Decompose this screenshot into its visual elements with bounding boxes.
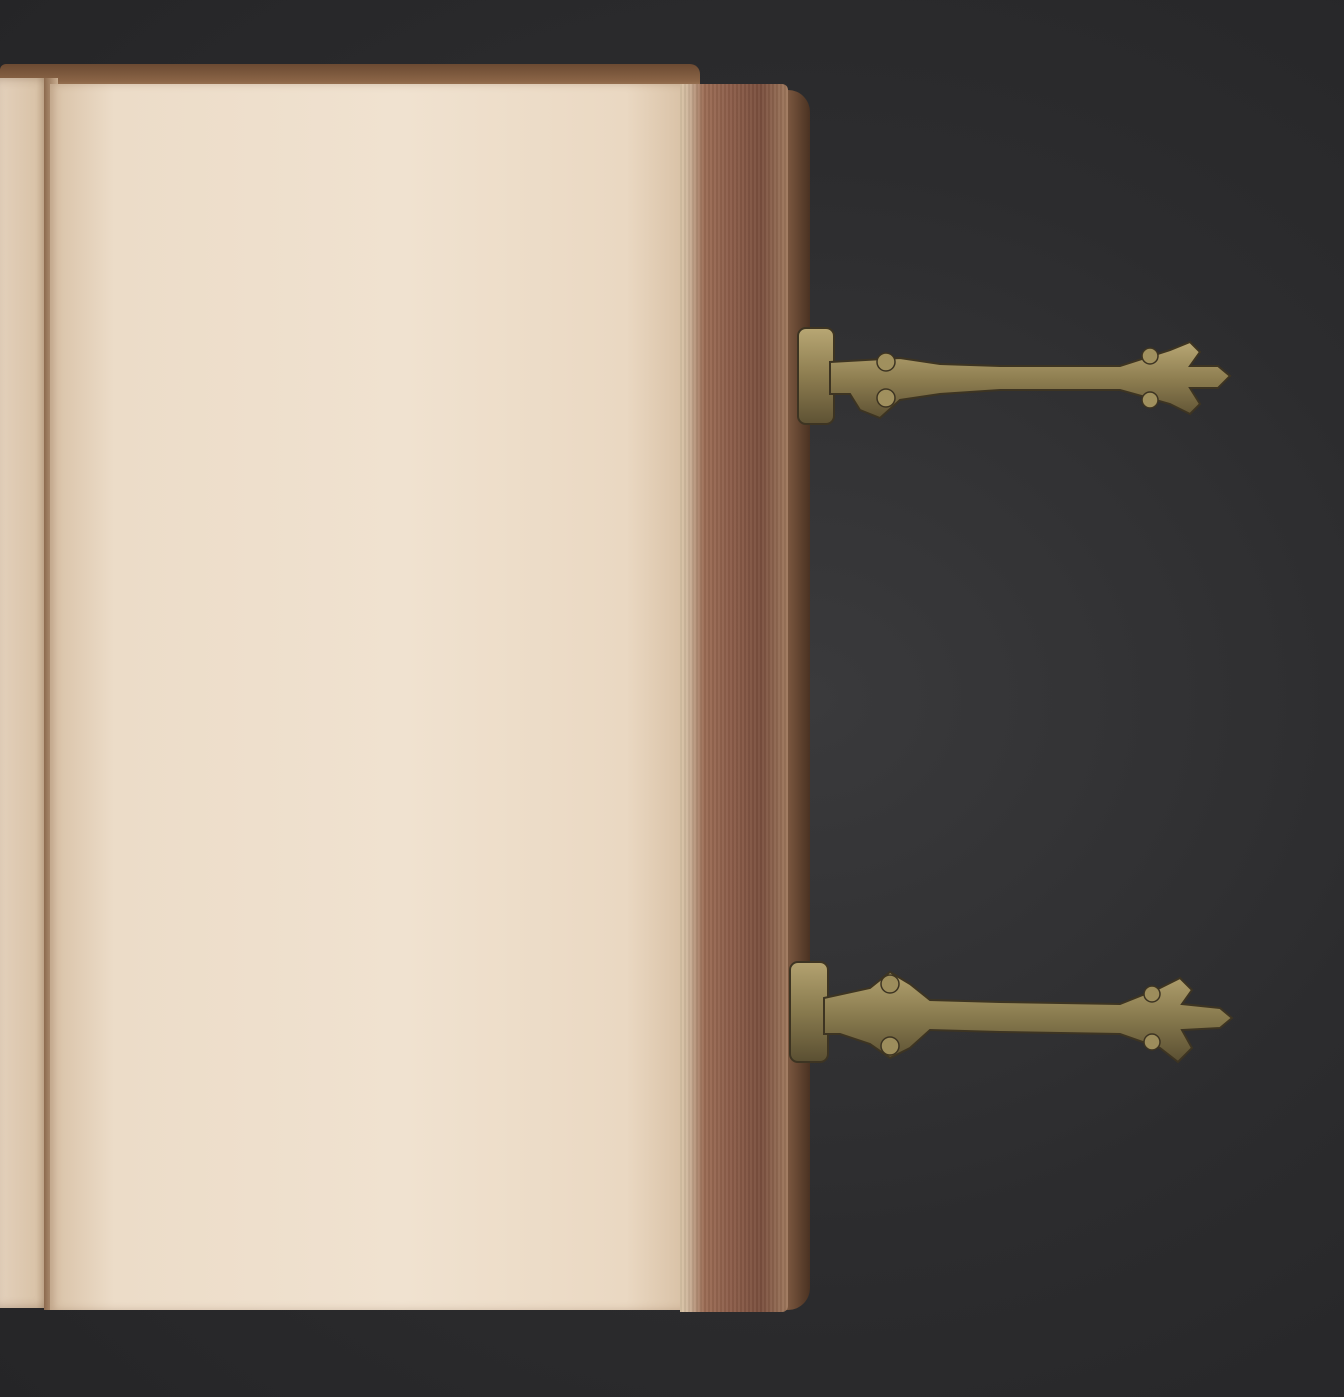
- right-page: [50, 84, 690, 1310]
- page-fore-edge: [680, 84, 788, 1312]
- brass-clasp-icon: [780, 958, 1240, 1070]
- brass-clasp-icon: [790, 322, 1240, 432]
